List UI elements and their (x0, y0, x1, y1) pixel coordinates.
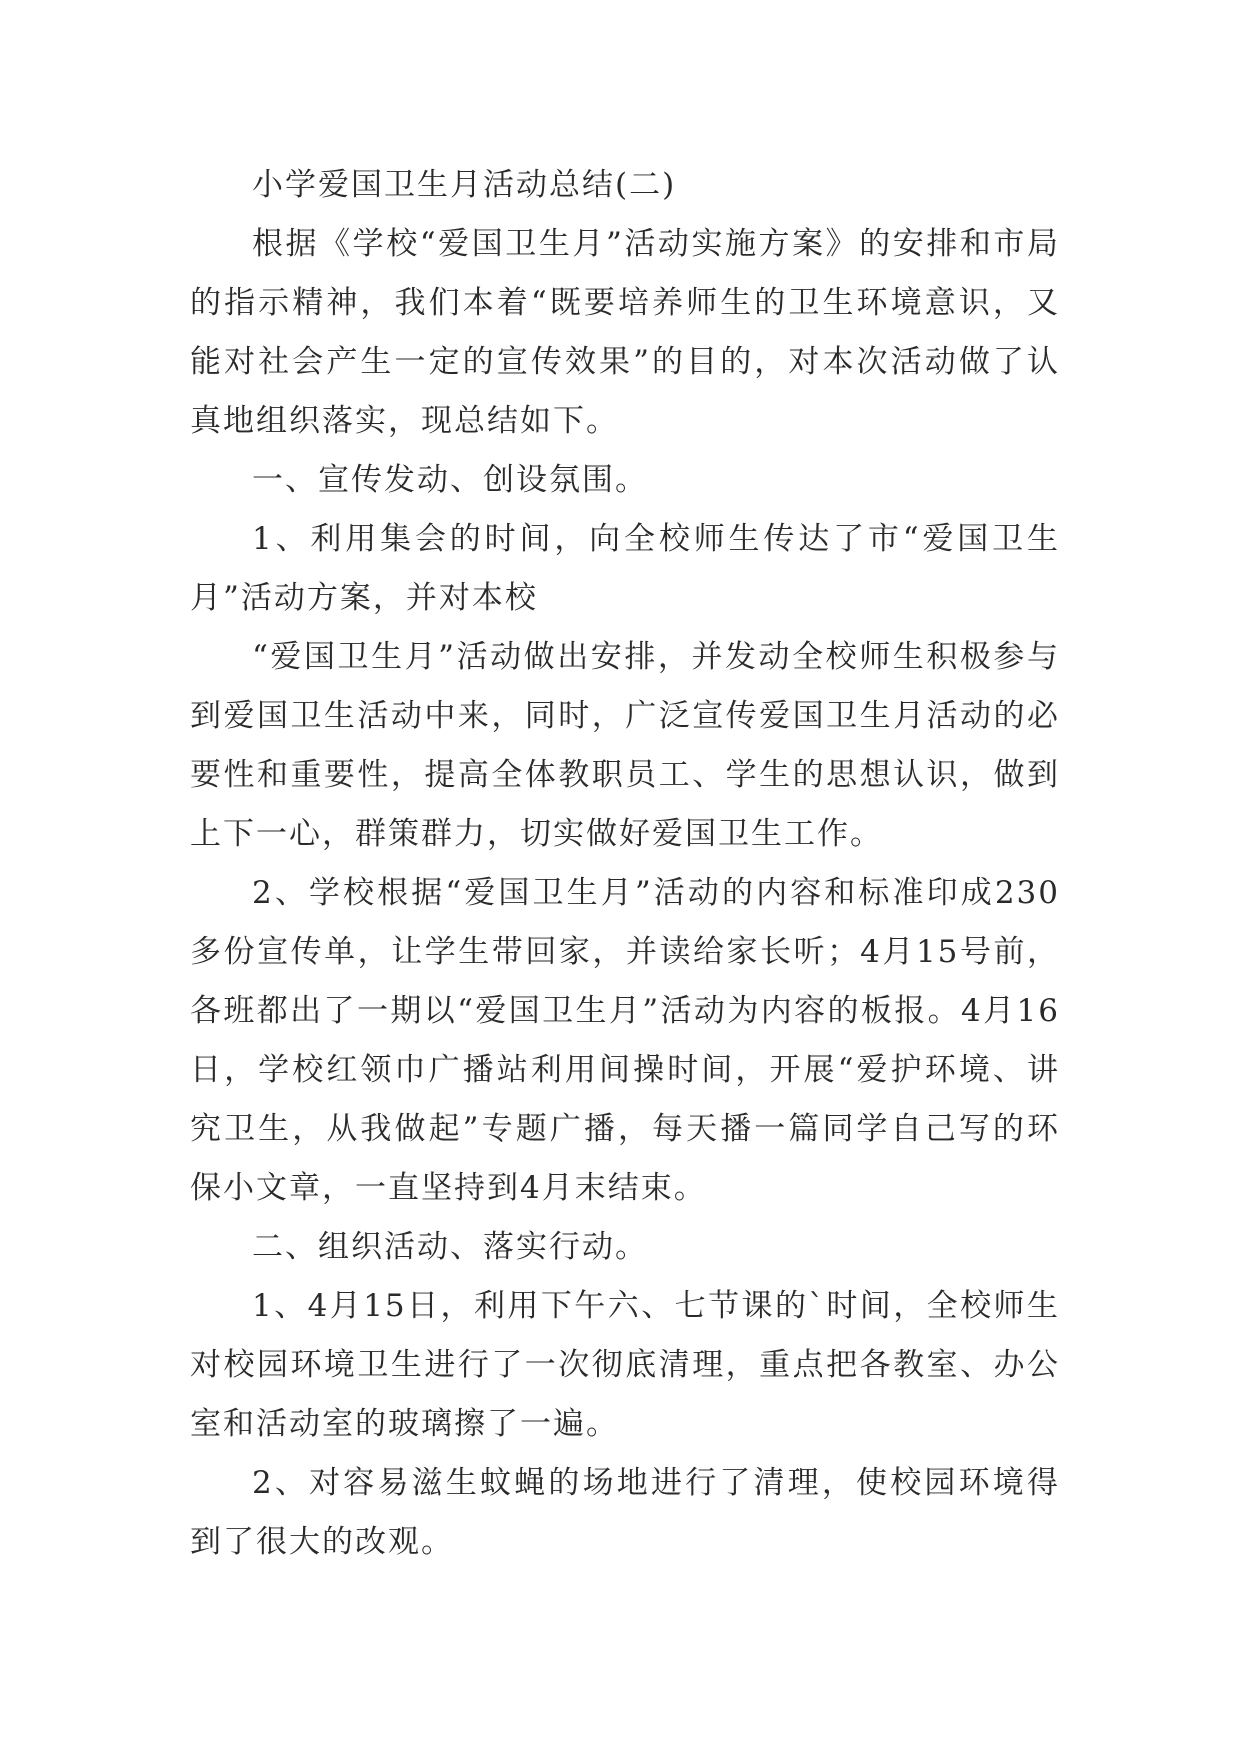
paragraph-1-1: 1、利用集会的时间，向全校师生传达了市“爱国卫生月”活动方案，并对本校 (190, 521, 1060, 616)
section-heading-2: 二、组织活动、落实行动。 (252, 1229, 648, 1265)
paragraph-1-2: 2、学校根据“爱国卫生月”活动的内容和标准印成230多份宣传单，让学生带回家，并读给家长听；4月15号前，各班都出了一期以“爱国卫生月”活动为内容的板报。4月16日，学校红领巾广播站利用间操时间，开展“爱护环境、讲究卫生，从我做起”专题广播，每天播一篇同学自己写的环保小文章，一直坚持到4月末结束。 (190, 875, 1060, 1206)
paragraph-1-1-cont: “爱国卫生月”活动做出安排，并发动全校师生积极参与到爱国卫生活动中来，同时，广泛宣传爱国卫生月活动的必要性和重要性，提高全体教职员工、学生的思想认识，做到上下一心，群策群力，切实做好爱国卫生工作。 (190, 639, 1060, 852)
paragraph-2-2: 2、对容易滋生蚊蝇的场地进行了清理，使校园环境得到了很大的改观。 (190, 1465, 1060, 1560)
paragraph-2-1: 1、4月15日，利用下午六、七节课的`时间，全校师生对校园环境卫生进行了一次彻底清理，重点把各教室、办公室和活动室的玻璃擦了一遍。 (190, 1288, 1060, 1442)
document-title: 小学爱国卫生月活动总结(二) (252, 167, 677, 203)
paragraph-intro: 根据《学校“爱国卫生月”活动实施方案》的安排和市局的指示精神，我们本着“既要培养师生的卫生环境意识，又能对社会产生一定的宣传效果”的目的，对本次活动做了认真地组织落实，现总结如下。 (190, 226, 1060, 439)
section-heading-1: 一、宣传发动、创设氛围。 (252, 462, 648, 498)
document-page (190, 156, 1060, 1572)
